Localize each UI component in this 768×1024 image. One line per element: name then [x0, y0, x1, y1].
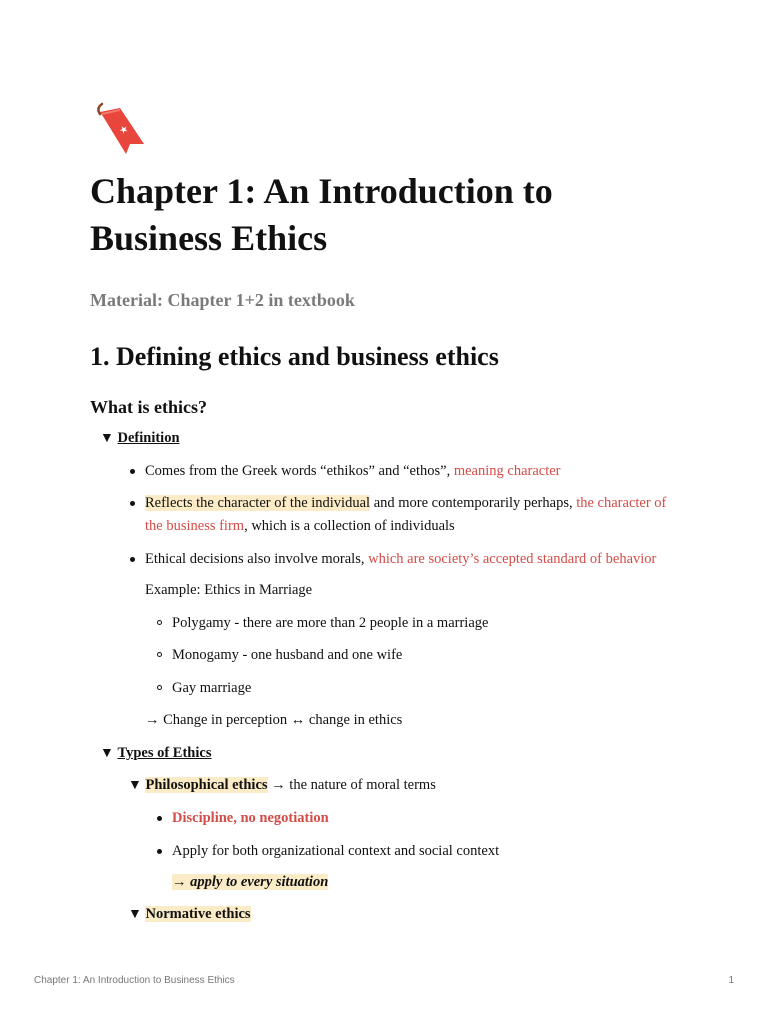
- sub-list-item: Polygamy - there are more than 2 people in a marriage: [172, 612, 488, 635]
- subheading: What is ethics?: [90, 397, 207, 417]
- toggle-philosophical[interactable]: [128, 774, 436, 797]
- toggle-label: Definition: [117, 430, 180, 446]
- section-heading: 1. Defining ethics and business ethics: [90, 342, 499, 371]
- toggle-normative[interactable]: [128, 903, 251, 926]
- emphasis-note: [172, 871, 328, 894]
- item-text: , which is a collection of individuals: [244, 518, 455, 534]
- list-item: [145, 492, 685, 538]
- list-item: [145, 460, 685, 483]
- item-text-red: the character of the business firm: [145, 495, 667, 534]
- example-text: Example: Ethics in Marriage: [145, 582, 313, 598]
- item-text-highlight: Reflects the character of the individual: [145, 495, 371, 511]
- change-note: → Change in perception ↔ change in ethics: [145, 712, 403, 728]
- toggle-label: Types of Ethics: [117, 745, 212, 761]
- bookmark-icon: [90, 100, 146, 156]
- toggle-types[interactable]: [100, 742, 211, 765]
- sub-list-item: Gay marriage: [172, 677, 251, 700]
- item-text: Comes from the Greek words “ethikos” and “ethos”,: [145, 463, 454, 479]
- toggle-triangle-icon[interactable]: ▼: [128, 907, 142, 922]
- toggle-triangle-icon[interactable]: ▼: [100, 746, 114, 761]
- toggle-label: Philosophical ethics: [145, 777, 268, 793]
- item-text: Ethical decisions also involve morals,: [145, 551, 369, 567]
- sub-list-item: Monogamy - one husband and one wife: [172, 644, 402, 667]
- list-item: Discipline, no negotiation: [172, 807, 329, 830]
- page-title: Chapter 1: An Introduction to Business Ethics: [90, 171, 553, 258]
- item-text: → the nature of moral terms: [267, 777, 436, 793]
- toggle-triangle-icon[interactable]: ▼: [128, 778, 142, 793]
- toggle-label: Normative ethics: [145, 906, 251, 922]
- list-item: [145, 548, 705, 571]
- item-text-highlight: → apply to every situation: [172, 874, 329, 890]
- footer-title: Chapter 1: An Introduction to Business Ethics: [34, 975, 235, 986]
- item-text: and more contemporarily perhaps,: [370, 495, 577, 511]
- item-text-red: meaning character: [453, 463, 561, 479]
- toggle-triangle-icon[interactable]: ▼: [100, 431, 114, 446]
- page-number: 1: [728, 975, 734, 986]
- svg-text:★: ★: [117, 123, 131, 138]
- material-note: Material: Chapter 1+2 in textbook: [90, 290, 355, 310]
- toggle-definition[interactable]: [100, 427, 180, 450]
- item-text-red: which are society’s accepted standard of behavior: [368, 551, 657, 567]
- list-item: Apply for both organizational context and social context: [172, 840, 499, 863]
